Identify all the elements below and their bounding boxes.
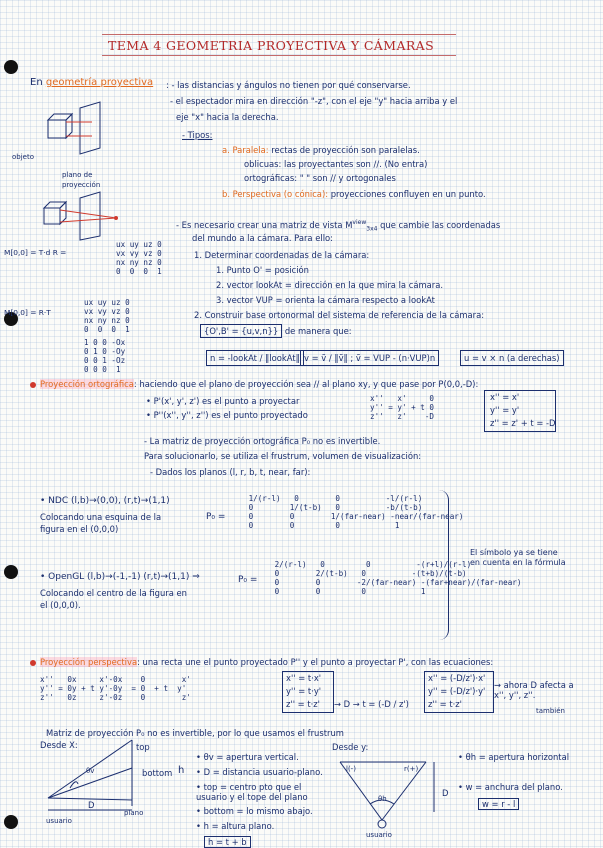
opengl-matrix: 2/(r-l) 0 0 -(r+l)/(r-l) 0 2/(t-b) 0 -(t+b)/(t-b) 0 0 -2/(far-near) -(far+near)/(far-near) 0 0 0 1 (274, 560, 522, 596)
desde-x: Desde X: (40, 740, 78, 750)
ndc-desc2: figura en el (0,0,0) (40, 524, 119, 534)
label-plano: plano (124, 809, 144, 817)
side-note: El símbolo ya se tiene en cuenta en la fórmula (470, 548, 566, 567)
label-usuario2: usuario (366, 831, 392, 839)
ortho-res2: y'' = y' (490, 405, 520, 415)
view-base-row (200, 326, 352, 336)
ortho-res1: x'' = x' (490, 392, 520, 402)
frustum-side-diagram (40, 740, 190, 820)
binder-hole (4, 565, 18, 579)
label-D: D (88, 800, 95, 810)
bottom-c1: • θh = apertura horizontal (458, 752, 570, 762)
intro-term: geometría proyectiva (45, 77, 154, 88)
ortho-p2: • P''(x'', y'', z'') es el punto proyectado (146, 410, 308, 420)
opengl-title: • OpenGL (l,b)→(-1,-1) (r,t)→(1,1) ⇒ (40, 572, 200, 582)
bottom-hbox: h = t + b (204, 836, 251, 848)
bottom-b1: • θv = apertura vertical. (196, 752, 299, 762)
persp-eq1: x'' = (-D/z')·x' (428, 673, 486, 683)
label-l: l(-) (346, 765, 356, 773)
bottom-c2: • w = anchura del plano. (458, 782, 563, 792)
view-matrix-3: 1 0 0 -Ox 0 1 0 -Oy 0 0 1 -Oz 0 0 0 1 (84, 338, 126, 374)
label-D2: D (442, 788, 449, 798)
ortho-title-row (40, 379, 478, 389)
ortho-res3: z'' = z' + t = -D (490, 418, 556, 428)
figure-label-plano: plano de proyección (62, 171, 101, 189)
label-alpha: θv (86, 767, 95, 775)
desde-y: Desde y: (332, 742, 369, 752)
label-theta-h: θh (378, 795, 387, 803)
persp-title-row (40, 657, 493, 667)
bottom-b3: • top = centro pto que el usuario y el tope del plano (196, 782, 308, 802)
ndc-desc1: Colocando una esquina de la (40, 512, 162, 522)
ortho-note2: Para solucionarlo, se utiliza el frustrum, volumen de visualización: (144, 451, 422, 461)
ndc-matrix: 1/(r-l) 0 0 -l/(r-l) 0 1/(t-b) 0 -b/(t-b) 0 0 1/(far-near) -near/(far-near) 0 0 0 1 (248, 494, 464, 530)
view-left2: M[0,0] = R·T (4, 308, 51, 317)
label-usuario: usuario (46, 817, 72, 825)
persp-res1: x'' = t·x' (286, 673, 322, 683)
persp-arrow: → D → t = (-D / z') (334, 699, 409, 709)
binder-hole (4, 60, 18, 74)
figure-label-objeto: objeto (12, 153, 35, 161)
persp-text: : una recta une el punto proyectado P'' y el punto a proyectar P', con las ecuaciones: (137, 657, 494, 667)
bottom-b4: • bottom = lo mismo abajo. (196, 806, 313, 816)
frustum-top-diagram (330, 742, 440, 832)
persp-after2: también (536, 707, 565, 715)
section-bullet (30, 660, 36, 666)
ndc-p0: P₀ = (206, 512, 226, 522)
matrix-brace (436, 490, 449, 640)
bottom-wbox: w = r - l (478, 798, 519, 810)
tipo-a-text: rectas de proyección son paralelas. (271, 145, 420, 155)
opengl-desc1: Colocando el centro de la figura en (40, 588, 187, 598)
page-title: TEMA 4 GEOMETRIA PROYECTIVA Y CÁMARAS (108, 38, 435, 53)
ortho-text1: : haciendo que el plano de proyección sea // al plano xy, y que pase por P(0,0,-D): (133, 379, 479, 389)
label-r: r(+) (404, 765, 419, 773)
ndc-title: • NDC (l,b)→(0,0), (r,t)→(1,1) (40, 496, 170, 506)
bottom-b2: • D = distancia usuario-plano. (196, 767, 323, 777)
tipo-b-text: proyecciones confluyen en un punto. (330, 189, 486, 199)
view-line1 (176, 218, 500, 234)
view-u-eq: u = v × n (a derechas) (460, 350, 564, 366)
label-h: h (178, 765, 185, 776)
tipo-a (222, 145, 420, 155)
intro-lead (30, 78, 153, 88)
intro-line2: - el espectador mira en dirección "-z", con el eje "y" hacia arriba y el (170, 96, 458, 106)
view-base-after: de manera que: (284, 326, 352, 336)
ortho-p1: • P'(x', y', z') es el punto a proyectar (146, 396, 300, 406)
intro-lead-word: En (30, 77, 43, 88)
view-s1b: 2. vector lookAt = dirección en la que mira la cámara. (216, 280, 443, 290)
persp-eq3: z'' = t·z' (428, 699, 462, 709)
tipo-a1: oblicuas: las proyectantes son //. (No entra) (244, 159, 428, 169)
intro-line3: eje "x" hacia la derecha. (176, 112, 279, 122)
view-n-eq: n = -lookAt / ‖lookAt‖ (206, 350, 304, 366)
ortho-title: Proyección ortográfica (40, 379, 134, 389)
opengl-desc2: el (0,0,0). (40, 600, 81, 610)
ortho-note1: - La matriz de proyección ortográfica P₀ no es invertible. (144, 436, 381, 446)
view-left1: M[0,0] = T·d R = (4, 248, 67, 257)
view-sub: 3x4 (366, 225, 378, 233)
intro-line1: : - las distancias y ángulos no tienen por qué conservarse. (166, 80, 411, 90)
view-s1c: 3. vector VUP = orienta la cámara respecto a lookAt (216, 295, 435, 305)
view-sup: view (352, 219, 367, 226)
opengl-p0: P₀ = (238, 575, 258, 585)
persp-res3: z'' = t·z' (286, 699, 320, 709)
section-bullet (30, 382, 36, 388)
ortho-matrix-eq: x'' x' 0 y'' = y' + t 0 z'' z' -D (370, 394, 435, 421)
tipo-a-label: a. Paralela: (222, 145, 269, 155)
label-top: top (136, 742, 150, 752)
persp-after: → ahora D afecta a x'', y'', z''. (494, 680, 574, 700)
view-v-eq: v = ṽ / ‖ṽ‖ ; ṽ = VUP - (n·VUP)n (300, 350, 439, 366)
ortho-note3: - Dados los planos (l, r, b, t, near, far): (150, 467, 311, 477)
view-step2: 2. Construir base ortonormal del sistema de referencia de la cámara: (194, 310, 485, 320)
persp-eq2: y'' = (-D/z')·y' (428, 686, 486, 696)
view-base: {O',B' = {u,v,n}} (200, 324, 282, 338)
view-line1-text: - Es necesario crear una matriz de vista M (176, 219, 353, 230)
tipo-b-label: b. Perspectiva (o cónica): (222, 189, 329, 199)
tipo-a2: ortográficas: " " son // y ortogonales (244, 173, 396, 183)
bottom-line: Matriz de proyección P₀ no es invertible, por lo que usamos el frustrum (46, 728, 344, 738)
persp-title: Proyección perspectiva (40, 657, 138, 667)
view-line1b: que cambie las coordenadas (380, 219, 501, 230)
view-matrix-2: ux uy uz 0 vx vy vz 0 nx ny nz 0 0 0 0 1 (84, 298, 130, 334)
view-line2: del mundo a la cámara. Para ello: (192, 233, 333, 243)
persp-res2: y'' = t·y' (286, 686, 322, 696)
tipo-b (222, 189, 486, 199)
persp-matrix-eq: x'' 0x x'-0x 0 x' y'' = 0y + t y'-0y = 0 + t y' z'' 0z z'-0z 0 z' (40, 675, 191, 702)
bottom-b5: • h = altura plano. (196, 821, 275, 831)
view-s1a: 1. Punto O' = posición (216, 265, 309, 275)
label-bottom: bottom (142, 768, 173, 778)
tipos-heading: - Tipos: (182, 130, 213, 140)
binder-hole (4, 815, 18, 829)
view-step1: 1. Determinar coordenadas de la cámara: (194, 250, 370, 260)
view-matrix-1: ux uy uz 0 vx vy vz 0 nx ny nz 0 0 0 0 1 (116, 240, 162, 276)
